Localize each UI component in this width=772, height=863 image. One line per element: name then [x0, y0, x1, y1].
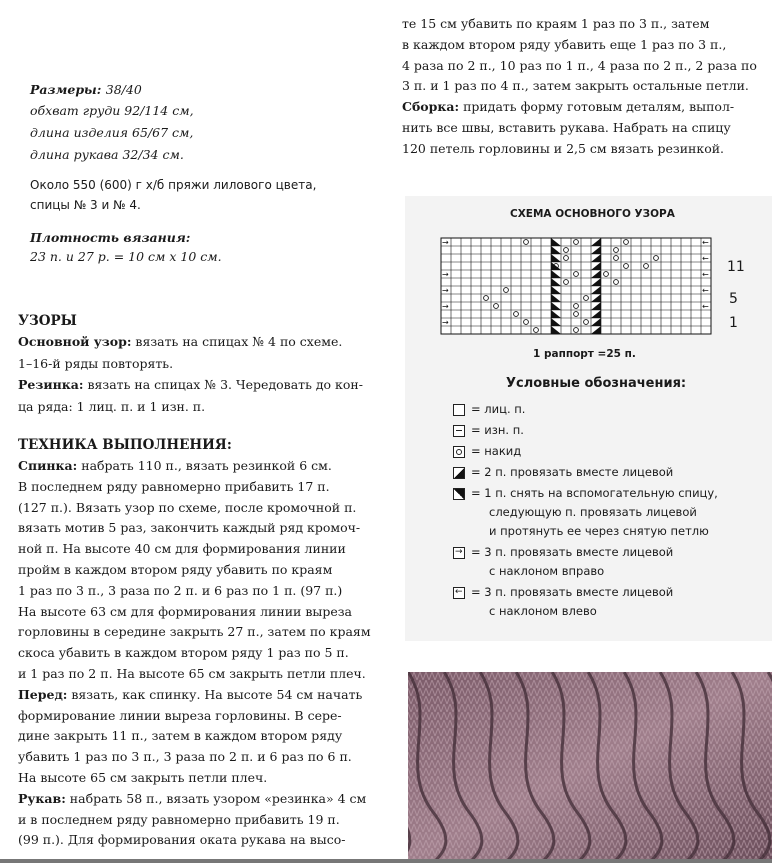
yarn-line1: Около 550 (600) г х/б пряжи лилового цвета,	[30, 178, 317, 192]
text-line	[402, 99, 734, 114]
run-in-heading: Перед:	[18, 686, 68, 702]
line-text: (127 п.). Вязать узор по схеме, после кромочной п.	[18, 499, 357, 515]
line-text: дине закрыть 11 п., затем в каждом втором ряду	[18, 728, 343, 744]
text-line	[402, 58, 757, 73]
line-text: 120 петель горловины и 2,5 см вязать резинкой.	[402, 140, 725, 156]
arrow-left-mark: ←	[702, 238, 709, 247]
line-text: скоса убавить в каждом втором ряду 1 раз по 5 п.	[18, 645, 349, 661]
line-text: 1 раз по 3 п., 3 раза по 2 п. и 6 раз по 1 п. (97 п.)	[18, 582, 343, 598]
line-text: На высоте 63 см для формирования линии выреза	[18, 603, 352, 619]
triangle-left-icon	[453, 488, 465, 500]
text-line	[402, 16, 709, 31]
line-text: (99 п.). Для формирования оката рукава на высо-	[18, 832, 346, 848]
sizes-line4: длина рукава 32/34 см.	[30, 147, 184, 162]
knitted-fabric-photo	[408, 672, 772, 859]
minus-square-icon	[453, 425, 465, 437]
line-text: нить все швы, вставить рукава. Набрать на спицу	[402, 120, 731, 135]
run-in-heading: Спинка:	[18, 458, 78, 473]
arrow-right-mark: →	[442, 302, 449, 311]
knitting-chart	[405, 228, 772, 368]
legend-text: = 2 п. провязать вместе лицевой	[471, 465, 674, 479]
legend-text: = 3 п. провязать вместе лицевой	[471, 585, 674, 599]
bottom-strip	[0, 859, 772, 863]
line-text: и в последнем ряду равномерно прибавить 19 п.	[18, 811, 340, 827]
text-line	[402, 78, 749, 93]
chart-panel	[405, 196, 772, 641]
line-text: ной п. На высоте 40 см для формирования линии	[18, 541, 346, 557]
density-value: 23 п. и 27 р. = 10 см х 10 см.	[30, 249, 222, 264]
line-text: в каждом втором ряду убавить еще 1 раз по 3 п.,	[402, 36, 727, 52]
text-line	[18, 791, 366, 806]
line-text: те 15 см убавить по краям 1 раз по 3 п., затем	[402, 16, 710, 31]
line-text: горловины в середине закрыть 27 п., затем по краям	[18, 624, 371, 640]
legend-text: с наклоном вправо	[489, 564, 605, 578]
line-text: 1–16-й ряды повторять.	[18, 355, 174, 371]
chart-row-label-5: 5	[729, 291, 738, 307]
legend-text: и протянуть ее через снятую петлю	[489, 524, 709, 538]
repeat-label: 1 раппорт =25 п.	[533, 348, 636, 360]
text-line	[18, 334, 342, 349]
text-line	[18, 666, 366, 681]
triangle-right-icon	[453, 467, 465, 479]
chart-title: СХЕМА ОСНОВНОГО УЗОРА	[510, 208, 675, 220]
legend-text: следующую п. провязать лицевой	[489, 505, 697, 519]
legend-text: с наклоном влево	[489, 604, 597, 618]
text-line	[18, 399, 205, 414]
line-text: вязать, как спинку. На высоте 54 см начать	[67, 686, 363, 702]
text-line	[18, 645, 349, 660]
line-text: пройм в каждом втором ряду убавить по краям	[18, 562, 333, 577]
chart-row-label-11: 11	[727, 259, 745, 275]
sizes-line1	[30, 82, 142, 97]
line-text: В последнем ряду равномерно прибавить 17 п.	[18, 478, 330, 494]
text-line	[402, 37, 726, 52]
text-line	[18, 520, 360, 535]
legend-text: = накид	[471, 444, 522, 458]
arrow-left-mark: ←	[702, 302, 709, 311]
arrow-right-mark: →	[442, 318, 449, 327]
yarnover-circle-icon	[453, 446, 465, 458]
text-line	[18, 458, 332, 473]
text-line	[18, 377, 363, 392]
text-line	[18, 749, 352, 764]
run-in-heading: Сборка:	[402, 99, 460, 115]
line-text: вязать на спицах № 3. Чередовать до кон-	[83, 377, 363, 392]
arrow-left-mark: ←	[702, 270, 709, 279]
text-line	[18, 770, 267, 785]
blank-square-icon	[453, 404, 465, 416]
arrow-right-mark: →	[442, 238, 449, 247]
line-text: вязать мотив 5 раз, закончить каждый ряд кромоч-	[18, 520, 361, 536]
yarn-line2: спицы № 3 и № 4.	[30, 198, 141, 212]
sizes-line2: обхват груди 92/114 см,	[30, 103, 194, 118]
arrow-right-square-icon: →	[453, 547, 465, 559]
line-text: придать форму готовым деталям, выпол-	[459, 99, 735, 115]
arrow-right-mark: →	[442, 270, 449, 279]
technique-heading: ТЕХНИКА ВЫПОЛНЕНИЯ:	[18, 437, 232, 453]
legend-text: = 1 п. снять на вспомогательную спицу,	[471, 486, 718, 500]
text-line	[18, 562, 332, 577]
line-text: вязать на спицах № 4 по схеме.	[131, 334, 343, 349]
arrow-left-square-icon: ←	[453, 587, 465, 599]
chart-row-label-1: 1	[729, 315, 738, 331]
legend-text: = 3 п. провязать вместе лицевой	[471, 545, 674, 559]
sizes-value: 38/40	[105, 82, 142, 97]
text-line	[18, 500, 356, 515]
text-line	[18, 812, 340, 827]
left-column	[18, 0, 388, 859]
legend-title: Условные обозначения:	[506, 376, 687, 391]
arrow-right-mark: →	[442, 286, 449, 295]
right-column	[402, 0, 772, 200]
legend-text: = лиц. п.	[471, 402, 526, 416]
arrow-left-mark: ←	[702, 286, 709, 295]
text-line	[18, 708, 342, 723]
run-in-heading: Резинка:	[18, 377, 84, 392]
text-line	[18, 624, 371, 639]
text-line	[18, 356, 173, 371]
run-in-heading: Основной узор:	[18, 334, 132, 349]
line-text: 3 п. и 1 раз по 4 п., затем закрыть остальные петли.	[402, 78, 749, 94]
line-text: набрать 58 п., вязать узором «резинка» 4 см	[65, 790, 367, 806]
text-line	[18, 728, 342, 743]
line-text: На высоте 65 см закрыть петли плеч.	[18, 770, 268, 785]
text-line	[402, 120, 731, 135]
line-text: и 1 раз по 2 п. На высоте 65 см закрыть петли плеч.	[18, 666, 366, 681]
arrow-left-mark: ←	[702, 254, 709, 263]
text-line	[18, 832, 345, 847]
patterns-heading: УЗОРЫ	[18, 313, 77, 329]
text-line	[18, 583, 342, 598]
run-in-heading: Рукав:	[18, 790, 66, 806]
text-line	[402, 141, 724, 156]
density-label: Плотность вязания:	[30, 230, 191, 245]
sizes-line3: длина изделия 65/67 см,	[30, 125, 194, 140]
text-line	[18, 479, 330, 494]
line-text: 4 раза по 2 п., 10 раз по 1 п., 4 раза по 2 п., 2 раза по	[402, 57, 757, 73]
text-line	[18, 687, 362, 702]
line-text: формирование линии выреза горловины. В сере-	[18, 707, 342, 723]
sizes-label: Размеры:	[30, 82, 102, 97]
line-text: набрать 110 п., вязать резинкой 6 см.	[77, 458, 332, 473]
text-line	[18, 541, 346, 556]
text-line	[18, 604, 352, 619]
legend-text: = изн. п.	[471, 423, 524, 437]
line-text: убавить 1 раз по 3 п., 3 раза по 2 п. и 6 раз по 6 п.	[18, 749, 352, 765]
line-text: ца ряда: 1 лиц. п. и 1 изн. п.	[18, 398, 206, 414]
